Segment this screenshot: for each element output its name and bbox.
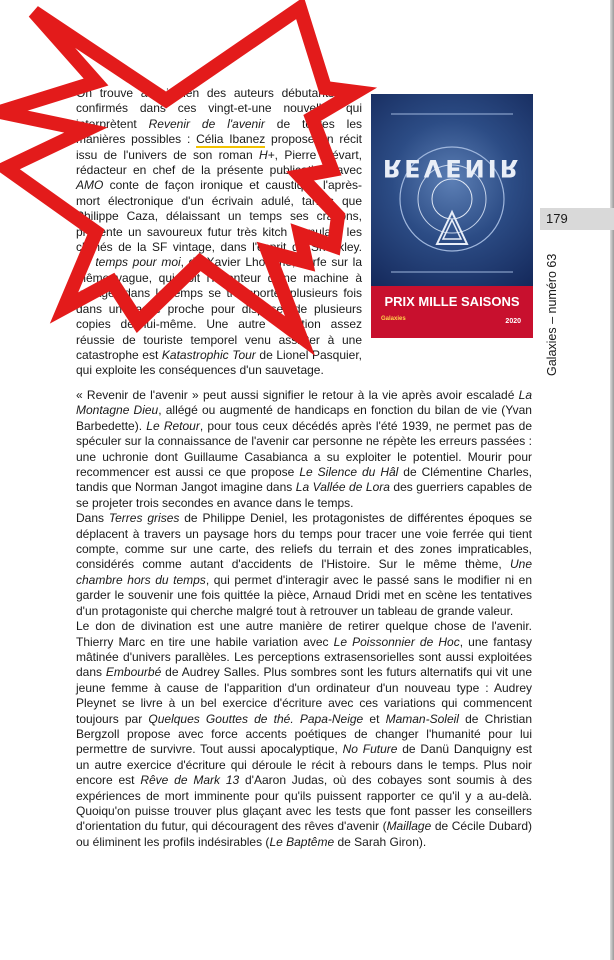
italic-title: Maman-Soleil xyxy=(385,711,459,726)
italic-title: Terres grises xyxy=(108,511,180,526)
text-run: « Revenir de l'avenir » peut aussi signifier le retour à la vie après avoir escaladé xyxy=(76,388,519,402)
text-run: , Pierre Gévart, rédacteur en chef de la présente publication, avec xyxy=(76,147,363,178)
text-run: Le don de divination est une autre manière de retirer quelque chose de l'avenir. Thierry Marc en tire une habile variation avec xyxy=(76,619,532,649)
italic-title: Rêve de Mark 13 xyxy=(140,773,240,788)
text-run: de Danü Danquigny est un autre exercice d'écriture qui déroule le récit à rebours dans le temps. Plus noir encore est xyxy=(76,742,532,788)
italic-title: Au temps pour moi xyxy=(76,255,181,270)
italic-title: No Future xyxy=(342,742,398,757)
text-run: , une fantasy mâtinée d'univers parallèles. Les perceptions extrasensorielles sont aussi exploitées dans xyxy=(76,634,532,680)
text-run: , pour tous ceux décédés après l'été 1939, ne permet pas de spéculer sur la connaissance de l'avenir car personne ne répète les erreurs passées : une uchronie dont Guillaume Casabianca a su exploiter le potentiel. Mourir pour recommencer est aussi ce que propose xyxy=(76,418,533,480)
page-number: 179 xyxy=(546,211,568,226)
text-run: de Audrey Salles. Plus sombres sont les futurs alternatifs qui vit une jeune femme à cause de l'apparition d'un ordinateur d'un nouveau type : Audrey Pleynet se livre à un bel exercice d'écriture avec ces variations qui commencent toujours par xyxy=(76,665,532,726)
text-run: de Lionel Pasquier, qui exploite les conséquences d'un sauvetage. xyxy=(76,347,362,378)
italic-title: La Montagne Dieu xyxy=(76,388,532,418)
italic-title: Maillage xyxy=(386,819,432,834)
text-run: , de Xavier Lhomme, surfe sur la même vague, qui voit l'inventeur d'une machine à voyager dans le temps se transporter plusieurs fois dans un passé proche pour disposer de plusieurs copies de lui-même. Une autre variation assez réussie de touriste temporel venu assister à une catastrophe est xyxy=(76,255,362,362)
text-run: conte de façon ironique et caustique l'après-mort électronique d'un écrivain adulé, tandis que Philippe Caza, délaissant un temps ses crayons, présente un savoureux futur très kitch cumulant les clichés de la SF vintage, dans l'esprit de Sheckley. xyxy=(76,178,362,255)
text-run: de toutes les manières possibles : xyxy=(76,116,362,147)
cover-year: 2020 xyxy=(505,318,521,325)
italic-title: Quelques Gouttes de thé. Papa-Neige xyxy=(148,711,364,726)
italic-title: Katastrophic Tour xyxy=(161,347,256,362)
italic-title: Une chambre hors du temps xyxy=(76,557,532,587)
cover-prize: PRIX MILLE SAISONS xyxy=(384,294,520,309)
italic-title: Le Retour xyxy=(146,418,200,433)
text-run: des guerriers capables de se projeter trois secondes en avance dans le temps. xyxy=(76,480,532,510)
text-run: , allégé ou augmenté de handicaps en fonction du bilan de vie (Yvan Barbedette). xyxy=(76,403,532,433)
text-run: d'Aaron Judas, où des cobayes sont soumis à des expériences de mort imminente pour qu'ils puissent rapporter ce qu'il y a au-delà. Quoiqu'on puisse trouver plus glaçant avec les tests que font passer les conseillers d'orientation du futur, qui découragent des rêves d'avenir ( xyxy=(76,773,532,834)
italic-title: AMO xyxy=(76,178,104,193)
italic-title: Embourbé xyxy=(105,665,162,680)
italic-title: Le Poissonnier de Hoc xyxy=(333,634,460,649)
text-run: de Philippe Deniel, les protagonistes de différentes époques se déplacent à travers un paysage hors du temps pour tracer une voie ferrée qui tient compte, comme sur une carte, des reliefs du terrain et des zones impraticables, considérés comme autant d'accidents de l'Histoire. Sur le même thème, xyxy=(76,511,532,572)
italic-title: H+ xyxy=(258,147,275,162)
italic-title: La Vallée de Lora xyxy=(295,480,390,495)
highlighted-author: Célia Ibanez xyxy=(196,132,266,147)
cover-logo: Galaxies xyxy=(381,316,406,322)
italic-title: Le Silence du Hâl xyxy=(299,465,399,480)
italic-title: Le Baptême xyxy=(269,834,335,849)
italic-title: Revenir de l'avenir xyxy=(148,116,265,131)
cover-title: REVENIR xyxy=(382,154,522,182)
text-run: et xyxy=(363,711,386,726)
text-run: de Christian Bergzoll propose avec force accents poétiques de changer l'humanité pour lui permettre de survivre. Tout aussi apocalyptique, xyxy=(76,711,532,757)
text-run: de Clémentine Charles, tandis que Norman Jangot imagine dans xyxy=(76,465,532,495)
side-label: Galaxies – numéro 63 xyxy=(545,253,559,376)
text-run: de Sarah Giron). xyxy=(334,834,427,849)
text-run: Dans xyxy=(76,511,109,526)
text-run: propose un récit issu de l'univers de son roman xyxy=(76,132,362,162)
text-run: de Cécile Dubard) ou éliminent les profils indésirables ( xyxy=(76,819,532,849)
text-run: On trouve aussi bien des auteurs débutants que confirmés dans ces vingt-et-une nouvelles qui interprètent xyxy=(76,86,362,131)
text-run: , qui permet d'interagir avec le passé sans le modifier ni en garder le souvenir une fois quittée la pièce, Arnaud Dridi met en scène les tentatives d'un protagoniste qui cherche malgré tout à retrouver un tableau de grande valeur. xyxy=(76,572,533,618)
